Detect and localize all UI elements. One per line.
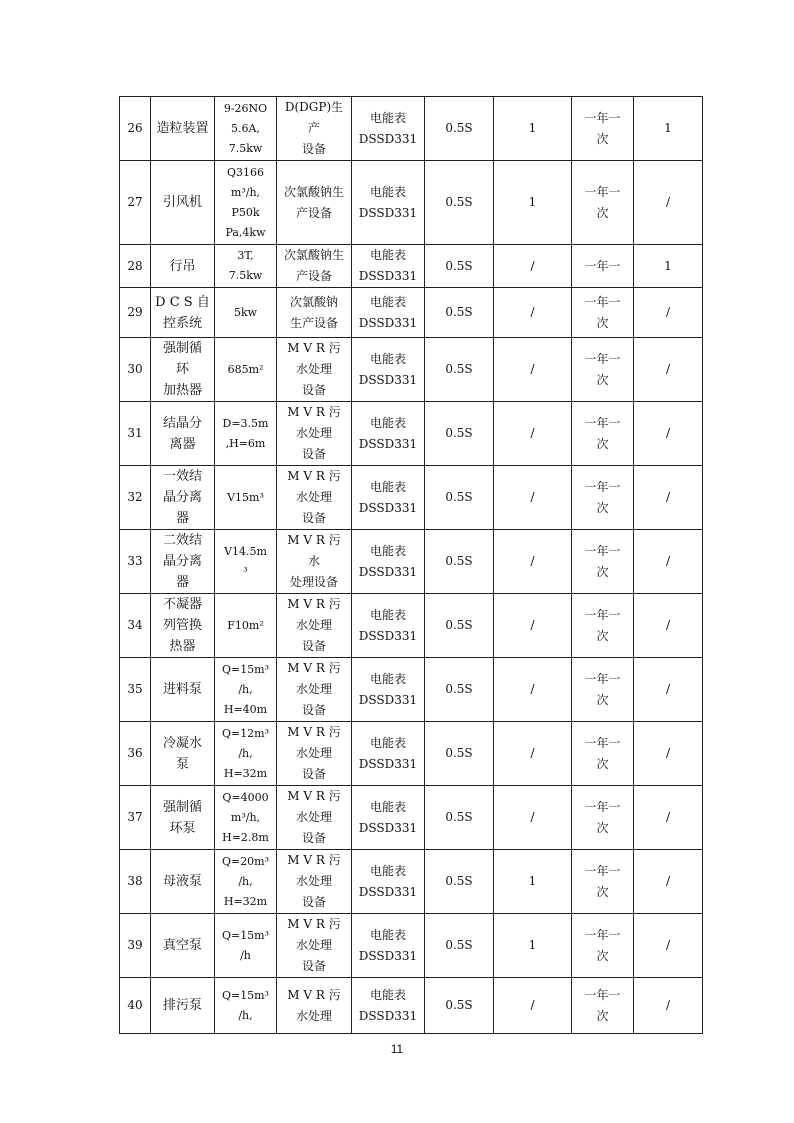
equipment-spec-cell: D=3.5m ,H=6m <box>215 402 277 466</box>
meter-name-cell: 电能表 DSSD331 <box>352 850 425 914</box>
equipment-use-cell: M V R 污 水处理 设备 <box>277 594 352 658</box>
equipment-use-cell: M V R 污 水处理 设备 <box>277 466 352 530</box>
calibration-cycle-cell: 一年一 次 <box>572 658 634 722</box>
remark-cell: / <box>634 978 703 1034</box>
equipment-name-cell: 母液泵 <box>151 850 215 914</box>
row-number-cell: 40 <box>120 978 151 1034</box>
row-number-cell: 39 <box>120 914 151 978</box>
equipment-use-cell: M V R 污 水处理 设备 <box>277 722 352 786</box>
accuracy-class-cell: 0.5S <box>425 658 494 722</box>
row-number-cell: 27 <box>120 161 151 245</box>
accuracy-class-cell: 0.5S <box>425 914 494 978</box>
equipment-spec-cell: 9-26NO 5.6A, 7.5kw <box>215 97 277 161</box>
quantity-cell: / <box>494 530 572 594</box>
equipment-spec-cell: 685m² <box>215 338 277 402</box>
equipment-use-cell: 次氯酸钠 生产设备 <box>277 288 352 338</box>
meter-name-cell: 电能表 DSSD331 <box>352 914 425 978</box>
quantity-cell: / <box>494 402 572 466</box>
equipment-name-cell: 结晶分 离器 <box>151 402 215 466</box>
row-number-cell: 30 <box>120 338 151 402</box>
calibration-cycle-cell: 一年一 次 <box>572 288 634 338</box>
remark-cell: / <box>634 338 703 402</box>
equipment-name-cell: 冷凝水 泵 <box>151 722 215 786</box>
table-row <box>120 658 703 722</box>
accuracy-class-cell: 0.5S <box>425 978 494 1034</box>
equipment-use-cell: 次氯酸钠生 产设备 <box>277 245 352 288</box>
equipment-name-cell: 不凝器 列管换 热器 <box>151 594 215 658</box>
meter-name-cell: 电能表 DSSD331 <box>352 402 425 466</box>
equipment-name-cell: 进料泵 <box>151 658 215 722</box>
calibration-cycle-cell: 一年一 次 <box>572 850 634 914</box>
equipment-name-cell: 行吊 <box>151 245 215 288</box>
quantity-cell: / <box>494 722 572 786</box>
remark-cell: / <box>634 914 703 978</box>
remark-cell: 1 <box>634 245 703 288</box>
meter-name-cell: 电能表 DSSD331 <box>352 722 425 786</box>
table-row <box>120 722 703 786</box>
meter-name-cell: 电能表 DSSD331 <box>352 658 425 722</box>
equipment-name-cell: 引风机 <box>151 161 215 245</box>
calibration-cycle-cell: 一年一 次 <box>572 97 634 161</box>
calibration-cycle-cell: 一年一 次 <box>572 530 634 594</box>
quantity-cell: 1 <box>494 914 572 978</box>
equipment-spec-cell: Q=15m³ /h, <box>215 978 277 1034</box>
quantity-cell: / <box>494 658 572 722</box>
calibration-cycle-cell: 一年一 次 <box>572 978 634 1034</box>
meter-name-cell: 电能表 DSSD331 <box>352 530 425 594</box>
equipment-use-cell: M V R 污 水处理 设备 <box>277 338 352 402</box>
equipment-name-cell: 排污泵 <box>151 978 215 1034</box>
meter-name-cell: 电能表 DSSD331 <box>352 978 425 1034</box>
quantity-cell: / <box>494 338 572 402</box>
meter-name-cell: 电能表 DSSD331 <box>352 245 425 288</box>
equipment-spec-cell: Q=15m³ /h, H=40m <box>215 658 277 722</box>
accuracy-class-cell: 0.5S <box>425 338 494 402</box>
row-number-cell: 34 <box>120 594 151 658</box>
quantity-cell: / <box>494 786 572 850</box>
equipment-use-cell: M V R 污 水 处理设备 <box>277 530 352 594</box>
remark-cell: / <box>634 658 703 722</box>
equipment-spec-cell: F10m² <box>215 594 277 658</box>
accuracy-class-cell: 0.5S <box>425 786 494 850</box>
page-number: 11 <box>390 1042 404 1056</box>
equipment-use-cell: M V R 污 水处理 设备 <box>277 658 352 722</box>
meter-name-cell: 电能表 DSSD331 <box>352 786 425 850</box>
meter-name-cell: 电能表 DSSD331 <box>352 97 425 161</box>
equipment-spec-cell: Q=15m³ /h <box>215 914 277 978</box>
remark-cell: / <box>634 288 703 338</box>
accuracy-class-cell: 0.5S <box>425 530 494 594</box>
row-number-cell: 28 <box>120 245 151 288</box>
row-number-cell: 33 <box>120 530 151 594</box>
equipment-spec-cell: V14.5m ³ <box>215 530 277 594</box>
accuracy-class-cell: 0.5S <box>425 161 494 245</box>
equipment-use-cell: M V R 污 水处理 <box>277 978 352 1034</box>
table-row <box>120 850 703 914</box>
equipment-spec-cell: Q=12m³ /h, H=32m <box>215 722 277 786</box>
equipment-use-cell: M V R 污 水处理 设备 <box>277 850 352 914</box>
remark-cell: / <box>634 161 703 245</box>
equipment-name-cell: 强制循 环泵 <box>151 786 215 850</box>
accuracy-class-cell: 0.5S <box>425 850 494 914</box>
equipment-table <box>119 96 703 1034</box>
row-number-cell: 36 <box>120 722 151 786</box>
equipment-spec-cell: Q=20m³ /h, H=32m <box>215 850 277 914</box>
remark-cell: 1 <box>634 97 703 161</box>
meter-name-cell: 电能表 DSSD331 <box>352 338 425 402</box>
quantity-cell: / <box>494 594 572 658</box>
quantity-cell: / <box>494 466 572 530</box>
equipment-spec-cell: Q=4000 m³/h, H=2.8m <box>215 786 277 850</box>
table-row <box>120 288 703 338</box>
remark-cell: / <box>634 466 703 530</box>
accuracy-class-cell: 0.5S <box>425 466 494 530</box>
table-row <box>120 245 703 288</box>
calibration-cycle-cell: 一年一 次 <box>572 914 634 978</box>
accuracy-class-cell: 0.5S <box>425 402 494 466</box>
row-number-cell: 32 <box>120 466 151 530</box>
table-row <box>120 338 703 402</box>
row-number-cell: 26 <box>120 97 151 161</box>
quantity-cell: 1 <box>494 161 572 245</box>
calibration-cycle-cell: 一年一 次 <box>572 466 634 530</box>
equipment-use-cell: M V R 污 水处理 设备 <box>277 914 352 978</box>
quantity-cell: / <box>494 288 572 338</box>
calibration-cycle-cell: 一年一 次 <box>572 786 634 850</box>
table-row <box>120 466 703 530</box>
meter-name-cell: 电能表 DSSD331 <box>352 288 425 338</box>
calibration-cycle-cell: 一年一 次 <box>572 722 634 786</box>
meter-name-cell: 电能表 DSSD331 <box>352 161 425 245</box>
equipment-name-cell: 造粒装置 <box>151 97 215 161</box>
equipment-use-cell: D(DGP)生产 设备 <box>277 97 352 161</box>
table-body <box>120 97 703 1034</box>
quantity-cell: / <box>494 245 572 288</box>
table-row <box>120 530 703 594</box>
accuracy-class-cell: 0.5S <box>425 288 494 338</box>
quantity-cell: 1 <box>494 97 572 161</box>
row-number-cell: 31 <box>120 402 151 466</box>
equipment-use-cell: M V R 污 水处理 设备 <box>277 786 352 850</box>
accuracy-class-cell: 0.5S <box>425 245 494 288</box>
remark-cell: / <box>634 850 703 914</box>
equipment-name-cell: 二效结 晶分离 器 <box>151 530 215 594</box>
table-row <box>120 97 703 161</box>
meter-name-cell: 电能表 DSSD331 <box>352 594 425 658</box>
meter-name-cell: 电能表 DSSD331 <box>352 466 425 530</box>
equipment-spec-cell: 3T, 7.5kw <box>215 245 277 288</box>
equipment-name-cell: 真空泵 <box>151 914 215 978</box>
row-number-cell: 37 <box>120 786 151 850</box>
remark-cell: / <box>634 722 703 786</box>
quantity-cell: 1 <box>494 850 572 914</box>
table-row <box>120 161 703 245</box>
equipment-name-cell: 强制循 环 加热器 <box>151 338 215 402</box>
row-number-cell: 38 <box>120 850 151 914</box>
remark-cell: / <box>634 786 703 850</box>
equipment-spec-cell: 5kw <box>215 288 277 338</box>
equipment-name-cell: 一效结 晶分离 器 <box>151 466 215 530</box>
calibration-cycle-cell: 一年一 次 <box>572 161 634 245</box>
accuracy-class-cell: 0.5S <box>425 97 494 161</box>
row-number-cell: 35 <box>120 658 151 722</box>
remark-cell: / <box>634 594 703 658</box>
table-row <box>120 978 703 1034</box>
calibration-cycle-cell: 一年一 <box>572 245 634 288</box>
calibration-cycle-cell: 一年一 次 <box>572 338 634 402</box>
equipment-spec-cell: V15m³ <box>215 466 277 530</box>
equipment-use-cell: M V R 污 水处理 设备 <box>277 402 352 466</box>
quantity-cell: / <box>494 978 572 1034</box>
calibration-cycle-cell: 一年一 次 <box>572 594 634 658</box>
table-row <box>120 914 703 978</box>
table-row <box>120 594 703 658</box>
equipment-name-cell: D C S 自 控系统 <box>151 288 215 338</box>
accuracy-class-cell: 0.5S <box>425 594 494 658</box>
table-row <box>120 786 703 850</box>
calibration-cycle-cell: 一年一 次 <box>572 402 634 466</box>
row-number-cell: 29 <box>120 288 151 338</box>
remark-cell: / <box>634 402 703 466</box>
equipment-spec-cell: Q3166 m³/h, P50k Pa,4kw <box>215 161 277 245</box>
remark-cell: / <box>634 530 703 594</box>
table-row <box>120 402 703 466</box>
accuracy-class-cell: 0.5S <box>425 722 494 786</box>
equipment-use-cell: 次氯酸钠生 产设备 <box>277 161 352 245</box>
